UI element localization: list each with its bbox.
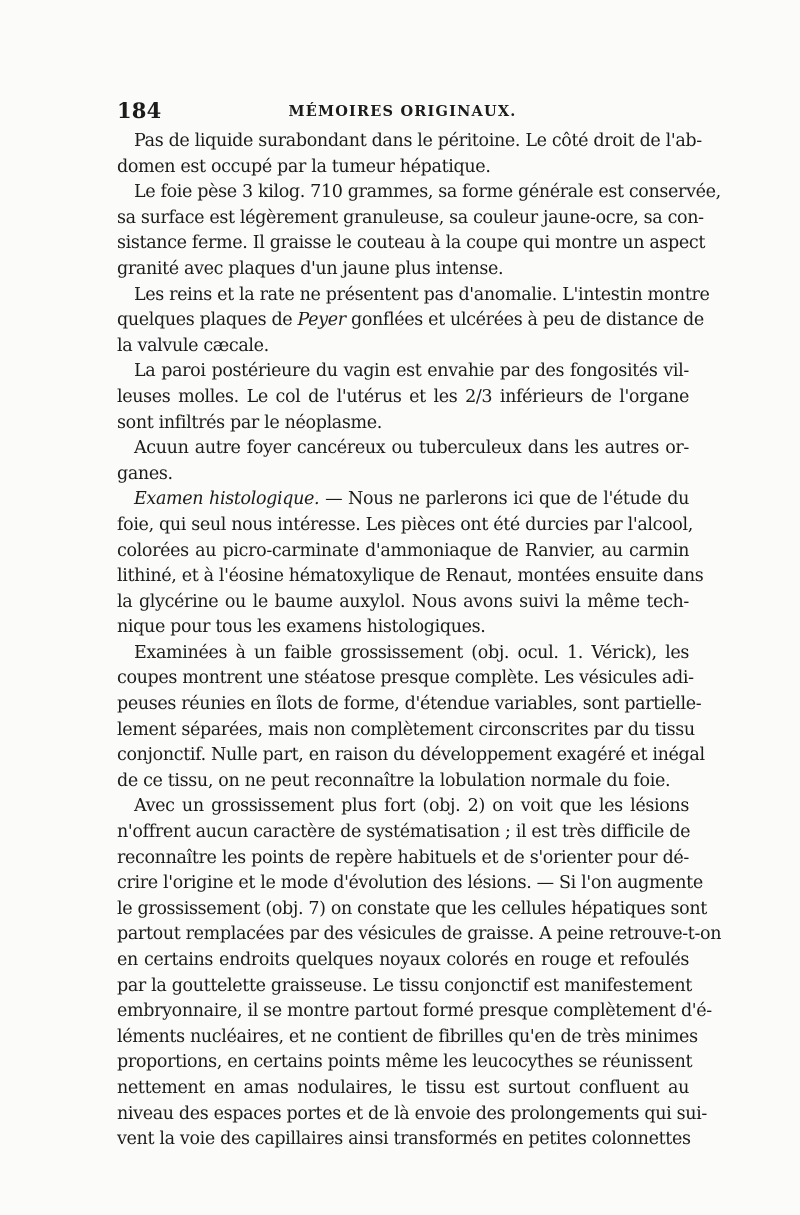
line-text: Le foie pèse 3 kilog. 710 grammes, sa forme générale est conservée,: [134, 182, 721, 203]
text-line: [117, 820, 689, 846]
line-text: foie, qui seul nous intéresse. Les pièces ont été durcies par l'alcool,: [117, 514, 693, 535]
line-text: coupes montrent une stéatose presque complète. Les vésicules adi-: [117, 668, 694, 689]
text-line: [117, 769, 689, 795]
text-line: [117, 1102, 707, 1128]
text-line: [117, 206, 704, 232]
line-text: proportions, en certains points même les leucocythes se réunissent: [117, 1052, 693, 1073]
text-line: [117, 129, 702, 155]
text-line: [117, 999, 712, 1025]
line-text: léments nucléaires, et ne contient de fibrilles qu'en de très minimes: [117, 1026, 698, 1047]
text-line: [117, 974, 692, 1000]
line-text: peuses réunies en îlots de forme, d'étendue variables, sont partielle-: [117, 694, 702, 715]
line-text: Examinées à un faible grossissement (obj. ocul. 1. Vérick), les: [134, 642, 689, 663]
text-line: [117, 1050, 693, 1076]
line-text: Avec un grossissement plus fort (obj. 2) on voit que les lésions: [134, 796, 689, 817]
line-text: la valvule cæcale.: [117, 335, 269, 356]
line-text: La paroi postérieure du vagin est envahie par des fongosités vil-: [134, 361, 689, 382]
text-line: [117, 615, 689, 641]
line-text: n'offrent aucun caractère de systématisation ; il est très difficile de: [117, 822, 691, 843]
text-line: [117, 692, 702, 718]
line-text-continued: gonflées et ulcérées à peu de distance de: [345, 310, 704, 331]
line-text: domen est occupé par la tumeur hépatique.: [117, 156, 491, 177]
text-line: [117, 308, 704, 334]
text-line: [117, 487, 689, 513]
text-line: [117, 922, 722, 948]
line-text: Acuun autre foyer cancéreux ou tuberculeux dans les autres or-: [134, 438, 689, 459]
italic-text: Peyer: [297, 310, 346, 331]
text-line: [117, 334, 689, 360]
line-text: Les reins et la rate ne présentent pas d'anomalie. L'intestin montre: [134, 284, 710, 305]
text-line: [117, 155, 689, 181]
line-text: le grossissement (obj. 7) on constate que les cellules hépatiques sont: [117, 898, 707, 919]
line-text: embryonnaire, il se montre partout formé presque complètement d'é-: [117, 1001, 712, 1022]
page-header: [117, 98, 688, 128]
line-text: vent la voie des capillaires ainsi transformés en petites colonnettes: [117, 1129, 691, 1150]
text-line: [117, 180, 721, 206]
line-text: la glycérine ou le baume auxylol. Nous avons suivi la même tech-: [117, 591, 689, 612]
line-text: en certains endroits quelques noyaux colorés en rouge et refoulés: [117, 950, 689, 970]
text-line: [117, 1127, 689, 1153]
text-line: [117, 1076, 689, 1102]
line-text: ganes.: [117, 463, 173, 484]
text-line: [117, 641, 689, 667]
line-text: conjonctif. Nulle part, en raison du développement exagéré et inégal: [117, 745, 705, 766]
text-line: [117, 539, 689, 565]
line-text: nique pour tous les examens histologiques.: [117, 617, 486, 638]
line-text: lithiné, et à l'éosine hématoxylique de Renaut, montées ensuite dans: [117, 566, 704, 587]
text-line: [117, 231, 706, 257]
line-text: par la gouttelette graisseuse. Le tissu conjonctif est manifestement: [117, 975, 692, 996]
running-title: MÉMOIRES ORIGINAUX.: [288, 103, 517, 120]
text-line: [117, 283, 710, 309]
line-text: de ce tissu, on ne peut reconnaître la lobulation normale du foie.: [117, 770, 671, 791]
line-text: sistance ferme. Il graisse le couteau à la coupe qui montre un aspect: [117, 233, 706, 254]
text-line: [117, 871, 703, 897]
line-text-continued: — Nous ne parlerons ici que de l'étude du: [319, 489, 689, 510]
line-text: reconnaître les points de repère habituels et de s'orienter pour dé-: [117, 847, 689, 868]
text-line: [117, 411, 689, 437]
text-line: [117, 385, 689, 411]
line-text: lement séparées, mais non complètement circonscrites par du tissu: [117, 719, 695, 740]
text-line: [117, 513, 693, 539]
text-line: [117, 794, 689, 820]
text-line: [117, 666, 694, 692]
text-line: [117, 359, 689, 385]
text-line: [117, 897, 707, 923]
line-text: crire l'origine et le mode d'évolution des lésions. — Si l'on augmente: [117, 873, 703, 894]
text-line: [117, 436, 689, 462]
page-number: 184: [117, 98, 162, 123]
text-line: [117, 846, 689, 872]
text-line: [117, 1025, 698, 1051]
line-text: sa surface est légèrement granuleuse, sa couleur jaune-ocre, sa con-: [117, 207, 704, 228]
line-text: partout remplacées par des vésicules de graisse. A peine retrouve-t-on: [117, 924, 722, 945]
text-line: [117, 564, 704, 590]
line-text: nettement en amas nodulaires, le tissu est surtout confluent au: [117, 1077, 689, 1098]
line-text: granité avec plaques d'un jaune plus intense.: [117, 258, 504, 279]
line-text: sont infiltrés par le néoplasme.: [117, 412, 382, 433]
line-text: leuses molles. Le col de l'utérus et les 2/3 inférieurs de l'organe: [117, 386, 689, 407]
text-line: [117, 948, 689, 974]
text-line: [117, 718, 695, 744]
line-text: Pas de liquide surabondant dans le péritoine. Le côté droit de l'ab-: [134, 131, 702, 151]
italic-text: Examen histologique.: [134, 489, 320, 510]
line-text: quelques plaques de: [117, 310, 298, 331]
text-line: [117, 743, 705, 769]
text-line: [117, 257, 689, 283]
body-text: [117, 129, 722, 1153]
text-line: [117, 462, 689, 488]
text-line: [117, 590, 689, 616]
line-text: colorées au picro-carminate d'ammoniaque de Ranvier, au carmin: [117, 540, 689, 561]
line-text: niveau des espaces portes et de là envoie des prolongements qui sui-: [117, 1103, 707, 1124]
